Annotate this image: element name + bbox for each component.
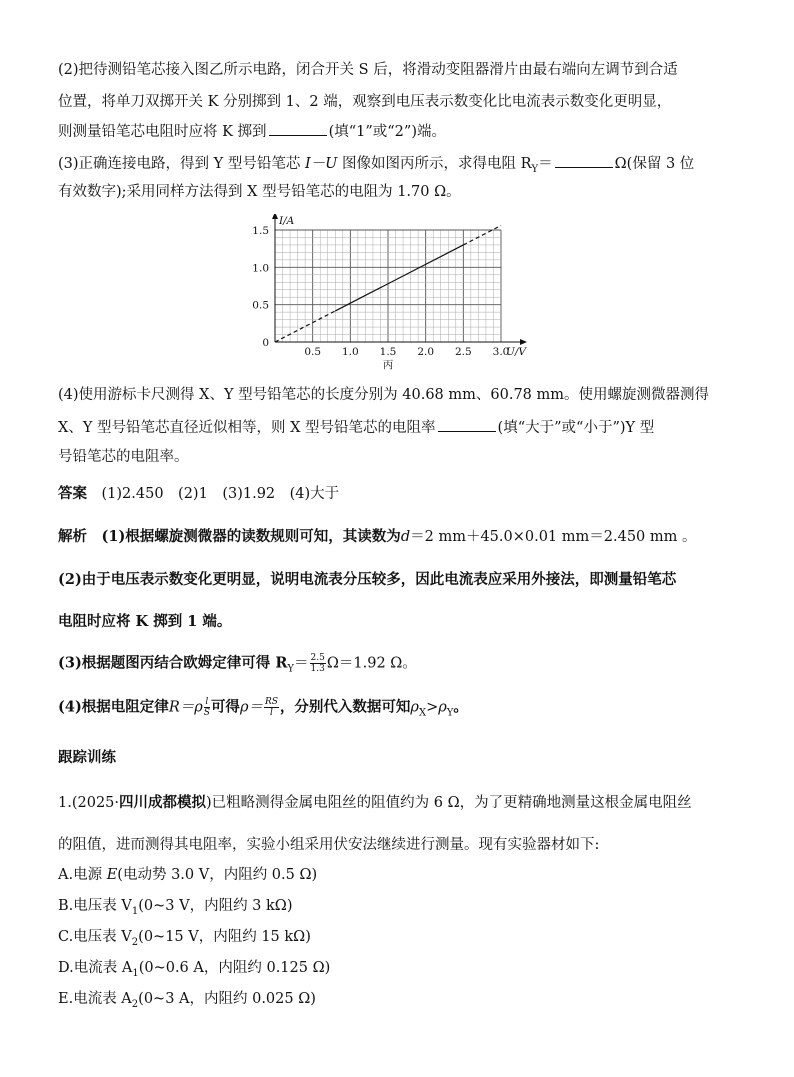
equals-sign-2: ＝ [294,655,309,672]
y-axis-arrow [272,214,278,219]
analysis-p2-line-1: (2)由于电压表示数变化更明显，说明电流表分压较多，因此电流表应采用外接法，即测量铅笔芯 [58,571,677,588]
equals-sign: ＝ [538,156,553,172]
q3-text-suffix: Ω(保留 3 位 [614,156,695,172]
practice-q1-line-1 [58,793,692,813]
item-sub: 2 [131,998,139,1010]
q1-text: )已粗略测得金属电阻丝的阻值约为 6 Ω，为了更精确地测量这根金属电阻丝 [206,795,692,811]
answer-label: 答案 [58,485,87,502]
y-tick-label: 1.0 [252,262,269,275]
item-sub: 2 [131,936,139,948]
item-pre: A.电源 [58,867,107,883]
y-tick-label: 0 [262,337,269,349]
fraction-2.5-1.3 [310,653,326,674]
analysis-p4 [58,697,468,723]
item-sub: 1 [131,905,139,917]
analysis-p1-formula: ＝2 mm＋45.0×0.01 mm＝2.450 mm 。 [410,529,697,545]
series-line-solid [335,245,463,311]
analysis-p4-mid: 可得 [210,698,240,716]
analysis-label: 解析 [58,528,87,545]
sub-y: Y [446,707,454,719]
q2-line-2: 位置，将单刀双掷开关 K 分别掷到 1、2 端，观察到电压表示数变化比电流表示数变化更明显， [58,94,672,110]
item-post: (0~3 V，内阻约 3 kΩ) [138,898,293,914]
equipment-item-e [58,989,316,1015]
item-var: E [106,867,118,883]
answer-blank-4[interactable] [438,417,496,432]
chart-caption: 丙 [382,359,394,371]
ry-subscript-2: Y [287,663,295,675]
frac-numerator: 2.5 [310,653,325,663]
frac-l-2: l [270,708,273,718]
series-line-dashed [463,226,501,245]
frac-denominator: 1.3 [310,664,325,674]
var-d: d [400,529,411,545]
item-sub: 1 [132,967,139,979]
item-pre: D.电流表 A [58,960,133,976]
analysis-p2-line-2: 电阻时应将 K 掷到 1 端。 [58,613,232,630]
var-R: R [168,699,180,716]
item-post: (电动势 3.0 V，内阻约 0.5 Ω) [117,867,318,883]
x-axis-label: U/V [506,346,526,358]
q2-line-3 [58,121,446,142]
answer-line [58,484,339,504]
equipment-item-d [58,958,330,984]
analysis-p3-result: Ω＝1.92 Ω。 [326,655,417,672]
q4-line-2-suffix: (填“大于”或“小于”)Y 型 [497,420,655,436]
frac-RS: RS [264,697,278,707]
x-tick-label: 1.5 [379,346,397,358]
analysis-p4-post: ，分别代入数据可知 [279,698,411,716]
item-post: (0~0.6 A，内阻约 0.125 Ω) [138,960,331,976]
fraction-RS-l [264,697,279,718]
q4-line-3: 号铅笔芯的电阻率。 [58,449,189,465]
equipment-item-a [58,865,317,885]
iu-label: I－U [304,156,338,172]
rho-y: ρ [438,699,447,716]
x-tick-label: 1.0 [341,346,359,358]
rho-x: ρ [410,699,419,716]
x-tick-label: 2.0 [417,346,435,358]
q1-source: 四川成都模拟 [119,794,207,811]
x-axis-arrow [520,339,527,345]
period: 。 [453,698,468,716]
frac-S: S [203,708,210,718]
equipment-item-c [58,927,311,953]
rho-def: ρ＝ [239,699,263,716]
item-post: (0~15 V，内阻约 15 kΩ) [138,929,311,945]
item-post: (0~3 A，内阻约 0.025 Ω) [138,991,316,1007]
y-tick-label: 1.5 [252,225,269,237]
equipment-item-b [58,896,292,922]
q3-line-2: 有效数字);采用同样方法得到 X 型号铅笔芯的电阻为 1.70 Ω。 [58,184,461,200]
practice-heading: 跟踪训练 [58,749,116,766]
q2-line-3-suffix: (填“1”或“2”)端。 [328,124,446,140]
x-tick-label: 3.0 [492,346,510,358]
answer-blank-2[interactable] [269,121,327,136]
q3-text-mid: 图像如图丙所示，求得电阻 R [342,156,532,172]
q4-line-1: (4)使用游标卡尺测得 X、Y 型号铅笔芯的长度分别为 40.68 mm、60.78 mm。使用螺旋测微器测得 [58,387,709,403]
x-tick-label: 2.5 [454,346,472,358]
sub-x: X [418,707,427,719]
answer-text: (1)2.450 (2)1 (3)1.92 (4)大于 [101,486,340,502]
rho-eq: ＝ρ [179,699,203,716]
frac-l: l [205,697,209,707]
item-pre: E.电流表 A [58,991,132,1007]
ry-subscript: Y [531,163,539,175]
q2-line-3-text: 则测量铅笔芯电阻时应将 K 掷到 [58,124,267,140]
answer-blank-3[interactable] [555,153,613,168]
practice-q1-line-2: 的阻值，进而测得其电阻率，实验小组采用伏安法继续进行测量。现有实验器材如下: [58,837,600,853]
item-pre: B.电压表 V [58,898,132,914]
analysis-p3-text: (3)根据题图丙结合欧姆定律可得 R [58,654,288,672]
analysis-p3 [58,653,417,679]
q4-line-2-text: X、Y 型号铅笔芯直径近似相等，则 X 型号铅笔芯的电阻率 [58,420,436,436]
fraction-l-S [204,697,210,718]
y-tick-label: 0.5 [252,299,269,312]
greater-than: > [426,699,439,716]
analysis-p4-text: (4)根据电阻定律 [58,698,169,716]
q2-line-1: (2)把待测铅笔芯接入图乙所示电路，闭合开关 S 后，将滑动变阻器滑片由最右端向左调节到合适 [58,62,678,78]
analysis-p1-text: (1)根据螺旋测微器的读数规则可知，其读数为 [101,528,401,545]
x-tick-label: 0.5 [304,346,322,358]
q4-line-2 [58,417,654,438]
q3-line-1 [58,153,694,180]
q3-text: (3)正确连接电路，得到 Y 型号铅笔芯 [58,156,301,172]
q1-prefix: 1.(2025· [58,795,120,811]
item-pre: C.电压表 V [58,929,132,945]
iu-graph [240,214,530,374]
analysis-p1 [58,527,697,547]
y-axis-label: I/A [279,215,295,227]
